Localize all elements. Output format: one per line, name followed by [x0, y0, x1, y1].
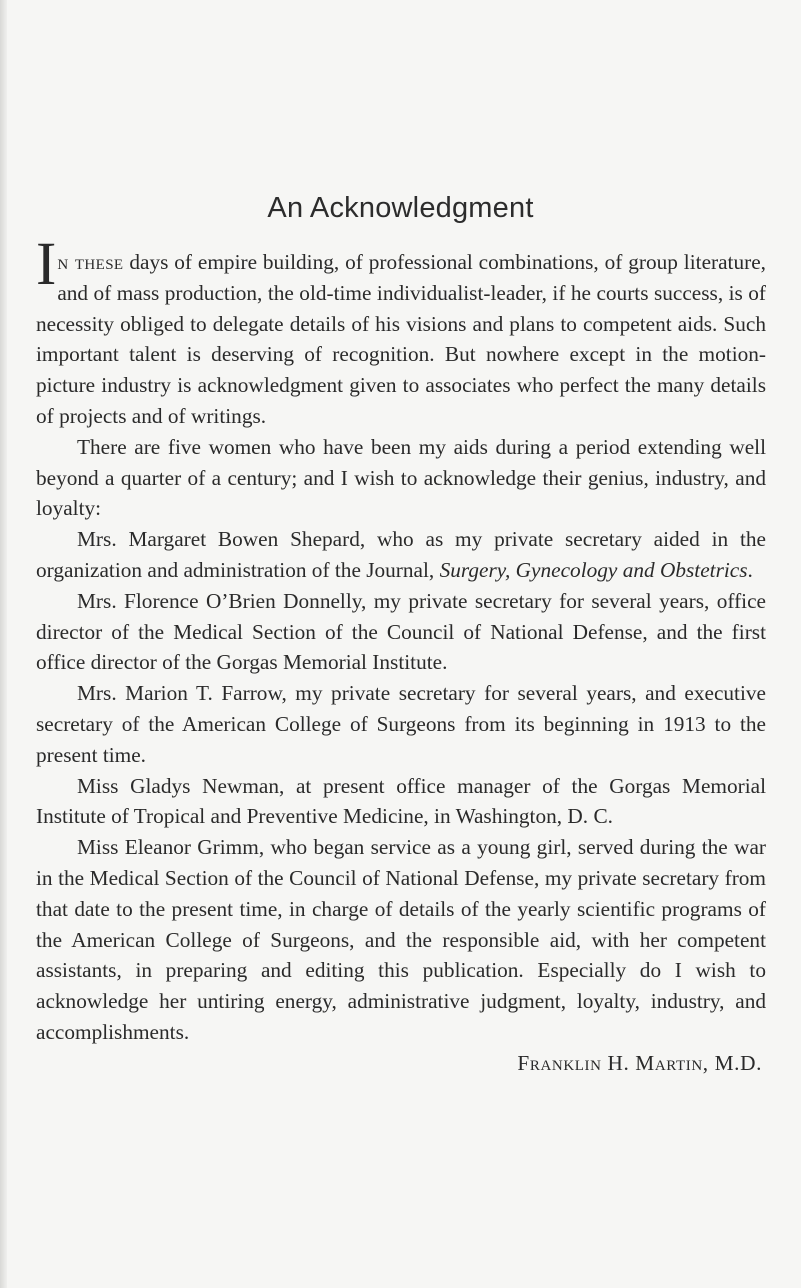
intro-paragraph [36, 231, 766, 432]
document-body [36, 231, 766, 1079]
intro-text: days of empire building, of professional combinations, of group literature, and of mass production, the old-time individualist-leader, if he courts success, is of necessity obliged to delegate details of his visions and plans to competent aids. Such important talent is deserving of recognition. But nowhere except in the motion-picture industry is acknowledgment given to associates who perfect the many details of projects and of writings. [36, 250, 766, 428]
page-title: An Acknowledgment [267, 192, 534, 224]
paragraph-newman: Miss Gladys Newman, at present office manager of the Gorgas Memorial Institute of Tropical and Preventive Medicine, in Washington, D. C. [36, 773, 766, 829]
paragraph-grimm: Miss Eleanor Grimm, who began service as a young girl, served during the war in the Medical Section of the Council of National Defense, my private secretary from that date to the present time, in charge of details of the yearly scientific programs of the American College of Surgeons, and the responsible aid, with her competent assistants, in preparing and editing this publication. Especially do I wish to acknowledge her untiring energy, administrative judgment, loyalty, industry, and accomplishments. [36, 835, 766, 1044]
journal-title: Surgery, Gynecology and Obstetrics [439, 557, 748, 582]
paragraph-shepard [36, 524, 766, 586]
signature: Franklin H. Martin, M.D. [517, 1050, 762, 1075]
paragraph-farrow: Mrs. Marion T. Farrow, my private secretary for several years, and executive secretary of the American College of Surgeons from its beginning in 1913 to the present time. [36, 681, 766, 767]
shepard-text: Mrs. Margaret Bowen Shepard, who as my private secretary aided in the organization and administration of the Journal, [36, 527, 766, 582]
paragraph-donnelly: Mrs. Florence O’Brien Donnelly, my private secretary for several years, office director of the Medical Section of the Council of National Defense, and the first office director of the Gorgas Memorial Institute. [36, 588, 766, 675]
lead-small-caps: n these [57, 250, 124, 274]
paragraph-five-women: There are five women who have been my aids during a period extending well beyond a quarter of a century; and I wish to acknowledge their genius, industry, and loyalty: [36, 434, 766, 521]
drop-cap: I [36, 231, 57, 298]
shepard-end: . [747, 557, 753, 582]
